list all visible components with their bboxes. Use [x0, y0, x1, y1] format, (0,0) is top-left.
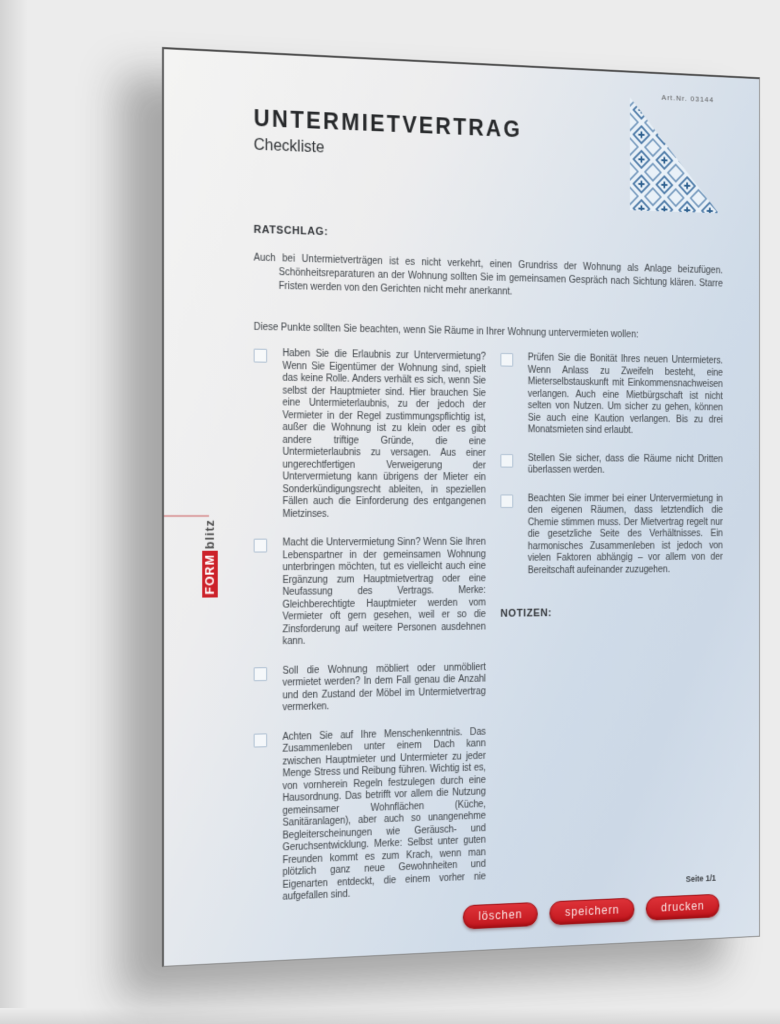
save-button[interactable]: speichern	[550, 898, 635, 926]
checklist-item	[500, 352, 722, 438]
checkbox[interactable]	[500, 454, 513, 468]
checklist-item-text: Stellen Sie sicher, dass die Räume nicht Dritten überlassen werden.	[527, 452, 723, 476]
checklist-item	[254, 537, 486, 649]
checklist-item-text: Haben Sie die Erlaubnis zur Untervermietung? Wenn Sie Eigentümer der Wohnung sind, spielt das keine Rolle. Anders verhält es sich, wenn Sie selbst der Hauptmieter sind. Hier brauchen Sie eine Untermieterlaubnis, zu der jedoch der Vermieter in der Regel zustimmungspflichtig ist, außer die Wohnung ist zu klein oder es gibt andere triftige Gründe, die eine Untermieterlaubnis zu versagen. Aus einer ungerechtfertigen Verweigerung der Untervermietung kann übrigens der Mieter ein Sonderkündigungsrecht ableiten, in speziellen Fällen auch die Einforderung des entgangenen Mietzinses.	[282, 348, 486, 520]
logo-form-block: FORM	[202, 551, 218, 598]
checkbox[interactable]	[500, 353, 513, 367]
page-title: UNTERMIETVERTRAG	[253, 105, 522, 143]
checklist-item-text: Achten Sie auf Ihre Menschenkenntnis. Das Zusammenleben unter einem Dach kann zwischen Hauptmieter und Untermieter zu jeder Menge Stress und Reibung führen. Wichtig ist es, von vornherein Regeln festzulegen durch eine Hausordnung. Das betrifft vor allem die Nutzung gemeinsamer Wohnflächen (Küche, Sanitäranlagen), aber auch so unangenehme Begleiterscheinungen wie Geräusch- und Geruchsentwicklung. Merke: Selbst unter guten Freunden kommt es zum Krach, wenn man plötzlich ganz neue Gewohnheiten und Eigenarten entdeckt, die einem vorher nie aufgefallen sind.	[282, 726, 486, 903]
checklist	[254, 348, 723, 923]
advice-text: Auch bei Untermietverträgen ist es nicht verkehrt, einen Grundriss der Wohnung als Anlage beizufügen. Schönheitsreparaturen an der Wohnung sollten Sie im gemeinsamen Gespräch nach Sichtung klären. Starre Fristen werden von den Gerichten nicht mehr anerkannt.	[253, 252, 723, 298]
checkbox[interactable]	[500, 494, 513, 507]
page-subtitle: Checkliste	[253, 136, 325, 157]
corner-pattern-decoration	[630, 97, 719, 213]
checklist-column-right	[500, 352, 722, 911]
delete-button[interactable]: löschen	[463, 902, 538, 930]
advice-section	[254, 224, 723, 343]
checklist-item-text: Soll die Wohnung möbliert oder unmöbliert vermietet werden? In dem Fall genau die Anzahl und den Zustand der Möbel im Untermietvertrag vermerken.	[282, 661, 486, 714]
background-bottom-shade	[0, 1008, 780, 1024]
checklist-intro: Diese Punkte sollten Sie beachten, wenn Sie Räume in Ihrer Wohnung untervermieten wollen:	[253, 321, 639, 341]
brand-rule-line	[164, 515, 209, 517]
checklist-item	[500, 493, 722, 577]
checklist-item	[500, 453, 722, 478]
checklist-item	[254, 348, 486, 521]
checkbox[interactable]	[254, 733, 267, 747]
logo-blitz-text: blitz	[203, 519, 217, 549]
page-number: Seite 1/1	[685, 873, 716, 884]
article-number: Art.Nr. 03144	[661, 93, 715, 105]
checklist-item	[254, 662, 486, 716]
checkbox[interactable]	[254, 667, 267, 681]
checklist-column-left	[254, 348, 486, 923]
checklist-item-text: Beachten Sie immer bei einer Untervermietung in den eigenen Räumen, dass letztendlich die Chemie stimmen muss. Der Mietvertrag regelt nur die gesetzliche Seite des Verhältnisses. Ein harmonisches Zusammenleben ist jedoch von vielen Faktoren abhängig – vor allem von der Bereitschaft aufeinander zuzugehen.	[527, 493, 723, 576]
checklist-item	[254, 726, 486, 905]
checkbox[interactable]	[254, 349, 267, 363]
advice-heading: RATSCHLAG:	[253, 223, 329, 239]
background-left-shade	[0, 0, 28, 1024]
checklist-item-text: Macht die Untervermietung Sinn? Wenn Sie Ihren Lebenspartner in der gemeinsamen Wohnung unterbringen möchten, tut es vielleicht auch eine Ergänzung zum Hauptmietvertrag oder eine Neufassung des Vertrags. Merke: Gleichberechtigte Hauptmieter werden vom Vermieter oft gern gesehen, weil er so die Zinsforderung auf weitere Personen ausdehnen kann.	[282, 536, 486, 648]
checkbox[interactable]	[254, 539, 267, 553]
formblitz-logo	[203, 519, 217, 597]
notes-heading: NOTIZEN:	[500, 607, 552, 620]
print-button[interactable]: drucken	[646, 894, 719, 921]
checklist-item-text: Prüfen Sie die Bonität Ihres neuen Untermieters. Wenn Anlass zu Zweifeln besteht, eine Mieterselbstauskunft mit Einkommensnachweisen verlangen. Auch eine Mietbürgschaft ist nicht selten von Nutzen. Um sicher zu gehen, können Sie auch eine Kaution verlangen. Bis zu drei Monatsmieten sind erlaubt.	[527, 352, 723, 436]
document-page	[162, 47, 760, 967]
